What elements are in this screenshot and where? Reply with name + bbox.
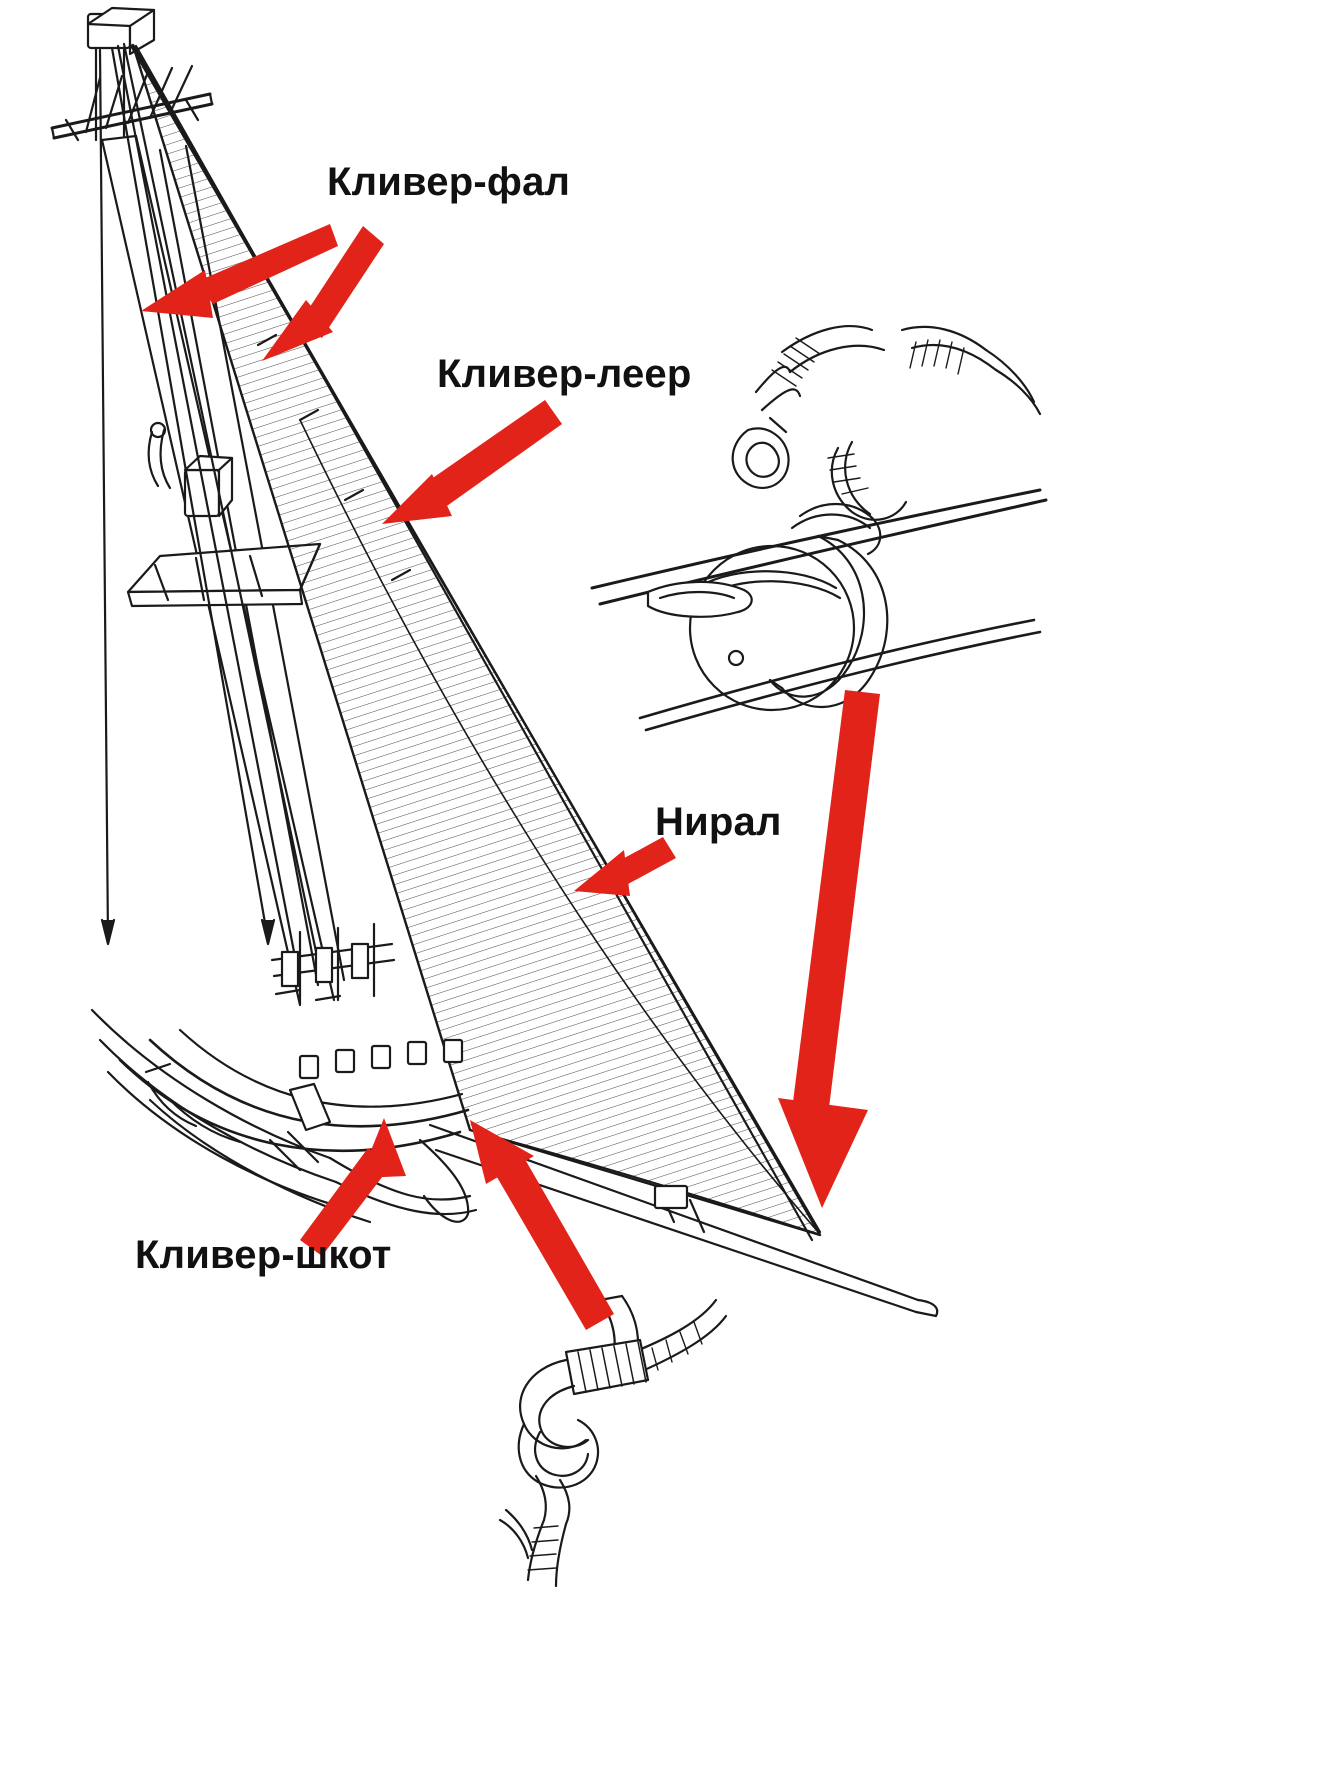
arrow-kliver-leer [382, 400, 562, 524]
label-niral: Нирал [655, 800, 782, 844]
label-kliver-shkot: Кливер-шкот [135, 1233, 392, 1277]
jib-sail [133, 45, 820, 1235]
label-kliver-leer: Кливер-леер [437, 352, 692, 396]
arrow-detail-to-bowsprit [778, 690, 880, 1208]
label-kliver-fal: Кливер-фал [327, 160, 571, 204]
knot-detail [500, 1296, 726, 1586]
